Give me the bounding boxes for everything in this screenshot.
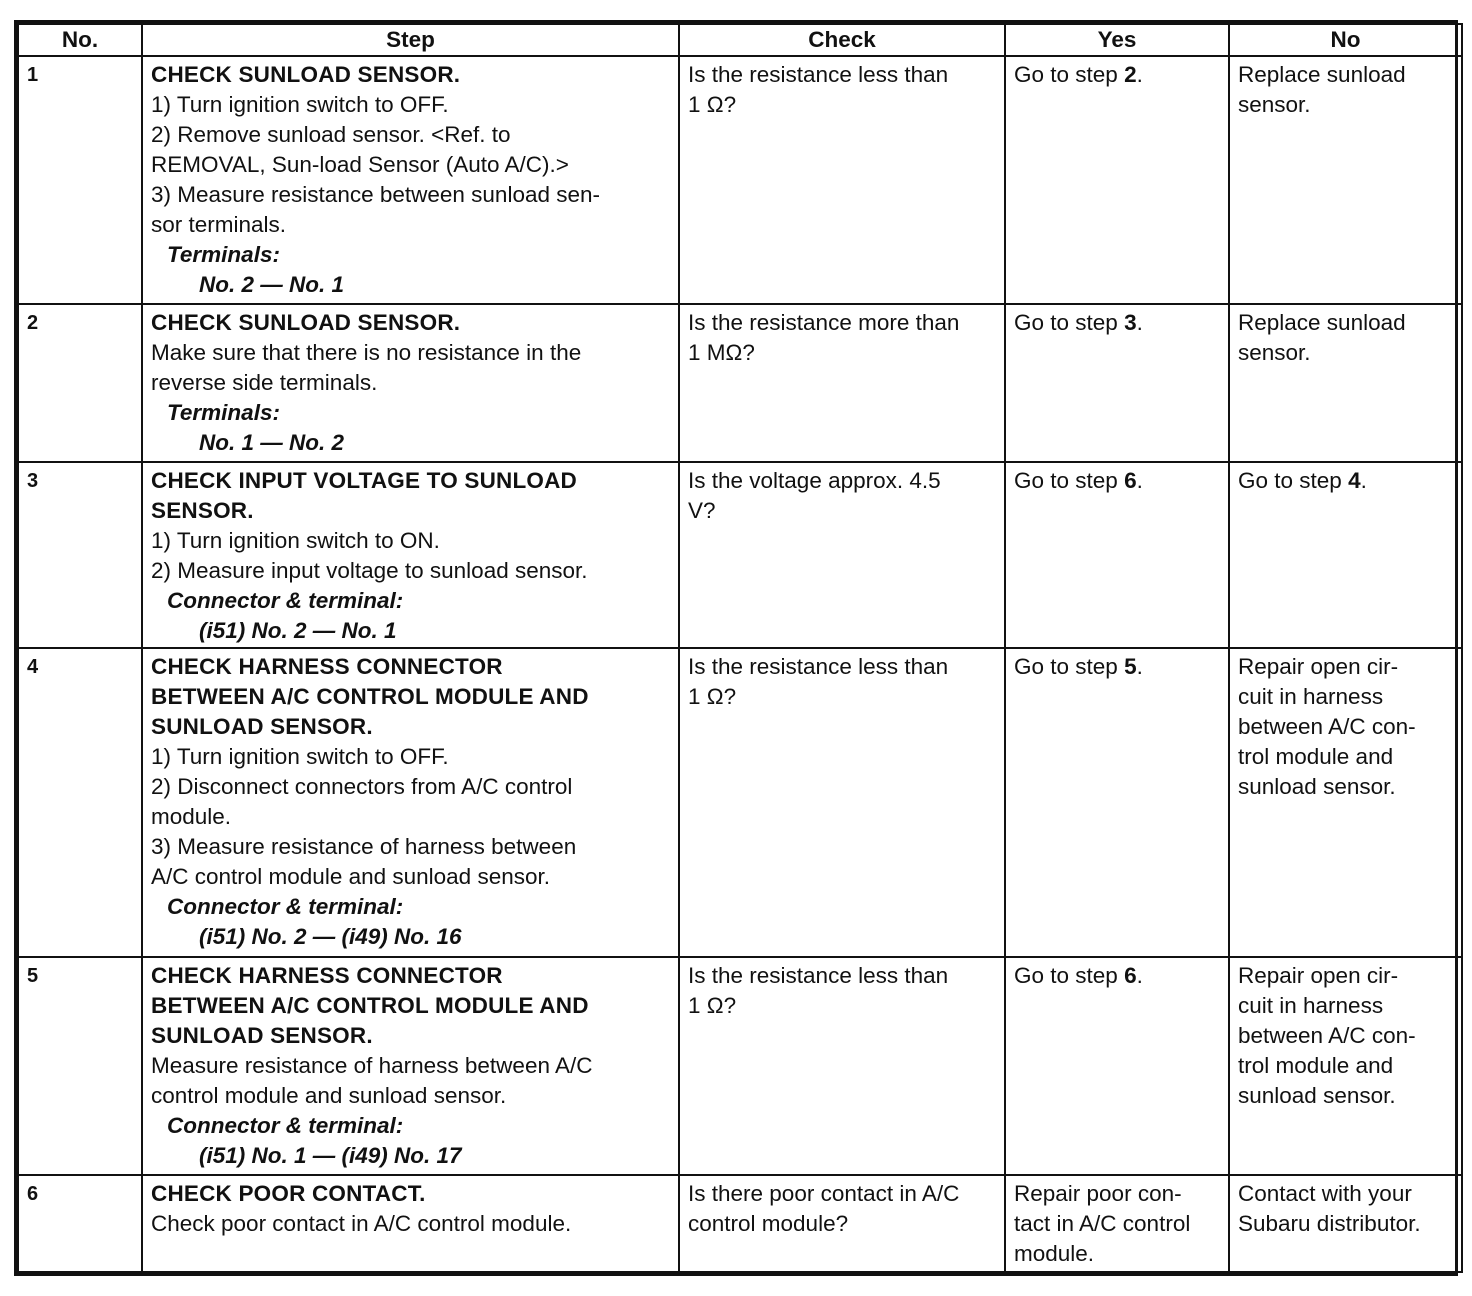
yes-step-number: 6 (1124, 963, 1137, 989)
yes-line: module. (1014, 1240, 1095, 1266)
no-line: trol module and (1238, 1053, 1394, 1079)
step-line: 2) Disconnect connectors from A/C control (151, 773, 573, 799)
connector-label: Connector & terminal: (167, 1113, 404, 1139)
connector-value: (i51) No. 2 — No. 1 (199, 617, 397, 643)
no-line: between A/C con- (1238, 1023, 1416, 1049)
step-line: reverse side terminals. (151, 370, 378, 396)
yes-step-number: 2 (1124, 62, 1137, 87)
yes-suffix: . (1136, 467, 1143, 493)
check-cell (679, 56, 1005, 304)
step-title: CHECK SUNLOAD SENSOR. (151, 310, 461, 336)
step-line: control module and sunload sensor. (151, 1083, 507, 1109)
step-cell (142, 957, 679, 1174)
check-line: Is the voltage approx. 4.5 (688, 467, 941, 493)
step-line: Make sure that there is no resistance in the (151, 340, 582, 366)
check-line: 1 Ω? (688, 993, 737, 1019)
check-line: 1 MΩ? (688, 340, 755, 366)
step-cell (142, 462, 679, 648)
no-line: sunload sensor. (1238, 1083, 1396, 1109)
yes-text: Go to step (1014, 653, 1125, 679)
row-number: 2 (18, 304, 142, 461)
yes-suffix: . (1136, 653, 1143, 679)
no-line: sensor. (1238, 92, 1311, 117)
no-line: Repair open cir- (1238, 653, 1399, 679)
yes-line: Repair poor con- (1014, 1180, 1182, 1206)
terminal-label: Terminals: (167, 400, 280, 426)
table-row (18, 304, 1462, 461)
check-cell (679, 304, 1005, 461)
yes-suffix: . (1136, 963, 1143, 989)
yes-cell (1005, 462, 1229, 648)
table-row (18, 648, 1462, 958)
step-cell (142, 1175, 679, 1272)
header-check: Check (679, 24, 1005, 56)
table-row (18, 1175, 1462, 1272)
step-line: 2) Measure input voltage to sunload sensor. (151, 557, 588, 583)
check-line: V? (688, 497, 716, 523)
no-step-number: 4 (1348, 467, 1361, 493)
check-line: Is the resistance less than (688, 62, 949, 87)
connector-value: (i51) No. 2 — (i49) No. 16 (199, 923, 462, 949)
no-suffix: . (1360, 467, 1367, 493)
step-line: 3) Measure resistance between sunload sen- (151, 182, 601, 207)
no-cell (1229, 462, 1462, 648)
step-title: BETWEEN A/C CONTROL MODULE AND (151, 683, 589, 709)
header-no: No. (18, 24, 142, 56)
connector-label: Connector & terminal: (167, 893, 404, 919)
terminal-value: No. 2 — No. 1 (199, 272, 345, 297)
step-cell (142, 648, 679, 958)
check-cell (679, 957, 1005, 1174)
no-line: cuit in harness (1238, 683, 1384, 709)
table-row (18, 957, 1462, 1174)
no-cell (1229, 304, 1462, 461)
no-line: Repair open cir- (1238, 963, 1399, 989)
check-line: Is the resistance more than (688, 310, 960, 336)
yes-cell (1005, 304, 1229, 461)
step-title: CHECK SUNLOAD SENSOR. (151, 62, 461, 87)
step-line: A/C control module and sunload sensor. (151, 863, 550, 889)
step-line: module. (151, 803, 232, 829)
yes-line: tact in A/C control (1014, 1210, 1191, 1236)
terminal-label: Terminals: (167, 242, 280, 267)
table-row (18, 462, 1462, 648)
step-title: SUNLOAD SENSOR. (151, 1023, 373, 1049)
no-line: trol module and (1238, 743, 1394, 769)
step-line: 1) Turn ignition switch to ON. (151, 527, 440, 553)
terminal-value: No. 1 — No. 2 (199, 430, 345, 456)
step-title: CHECK INPUT VOLTAGE TO SUNLOAD (151, 467, 578, 493)
no-cell (1229, 1175, 1462, 1272)
row-number: 5 (18, 957, 142, 1174)
check-cell (679, 462, 1005, 648)
no-line: Replace sunload (1238, 62, 1406, 87)
step-line: Check poor contact in A/C control module. (151, 1210, 572, 1236)
step-cell (142, 56, 679, 304)
no-line: sunload sensor. (1238, 773, 1396, 799)
yes-suffix: . (1136, 310, 1143, 336)
diagnostic-table (17, 23, 1463, 1273)
step-line: 3) Measure resistance of harness between (151, 833, 577, 859)
yes-text: Go to step (1014, 62, 1125, 87)
check-line: 1 Ω? (688, 92, 737, 117)
yes-cell (1005, 56, 1229, 304)
step-title: CHECK HARNESS CONNECTOR (151, 963, 503, 989)
no-text: Go to step (1238, 467, 1349, 493)
row-number: 1 (18, 56, 142, 304)
yes-text: Go to step (1014, 963, 1125, 989)
step-line: Measure resistance of harness between A/C (151, 1053, 593, 1079)
row-number: 3 (18, 462, 142, 648)
check-cell (679, 648, 1005, 958)
no-line: between A/C con- (1238, 713, 1416, 739)
header-step: Step (142, 24, 679, 56)
check-line: Is the resistance less than (688, 653, 949, 679)
step-title: BETWEEN A/C CONTROL MODULE AND (151, 993, 589, 1019)
no-line: cuit in harness (1238, 993, 1384, 1019)
row-number: 4 (18, 648, 142, 958)
step-line: 1) Turn ignition switch to OFF. (151, 92, 449, 117)
yes-suffix: . (1136, 62, 1143, 87)
yes-cell (1005, 1175, 1229, 1272)
yes-step-number: 6 (1124, 467, 1137, 493)
step-line: 2) Remove sunload sensor. <Ref. to (151, 122, 511, 147)
check-line: 1 Ω? (688, 683, 737, 709)
step-title: CHECK HARNESS CONNECTOR (151, 653, 503, 679)
diagnostic-table-frame (14, 20, 1458, 1276)
no-line: Contact with your (1238, 1180, 1412, 1206)
connector-value: (i51) No. 1 — (i49) No. 17 (199, 1143, 462, 1169)
yes-cell (1005, 957, 1229, 1174)
no-line: sensor. (1238, 340, 1311, 366)
step-title: SUNLOAD SENSOR. (151, 713, 373, 739)
check-cell (679, 1175, 1005, 1272)
step-line: sor terminals. (151, 212, 287, 237)
no-cell (1229, 957, 1462, 1174)
yes-text: Go to step (1014, 467, 1125, 493)
no-cell (1229, 648, 1462, 958)
no-cell (1229, 56, 1462, 304)
yes-step-number: 5 (1124, 653, 1137, 679)
check-line: control module? (688, 1210, 849, 1236)
header-no-answer: No (1229, 24, 1462, 56)
yes-cell (1005, 648, 1229, 958)
header-yes: Yes (1005, 24, 1229, 56)
step-line: 1) Turn ignition switch to OFF. (151, 743, 449, 769)
step-cell (142, 304, 679, 461)
check-line: Is the resistance less than (688, 963, 949, 989)
yes-step-number: 3 (1124, 310, 1137, 336)
connector-label: Connector & terminal: (167, 587, 404, 613)
step-title: CHECK POOR CONTACT. (151, 1180, 426, 1206)
header-row (18, 24, 1462, 56)
step-line: REMOVAL, Sun-load Sensor (Auto A/C).> (151, 152, 569, 177)
row-number: 6 (18, 1175, 142, 1272)
check-line: Is there poor contact in A/C (688, 1180, 960, 1206)
no-line: Replace sunload (1238, 310, 1406, 336)
yes-text: Go to step (1014, 310, 1125, 336)
table-row (18, 56, 1462, 304)
step-title: SENSOR. (151, 497, 254, 523)
no-line: Subaru distributor. (1238, 1210, 1421, 1236)
